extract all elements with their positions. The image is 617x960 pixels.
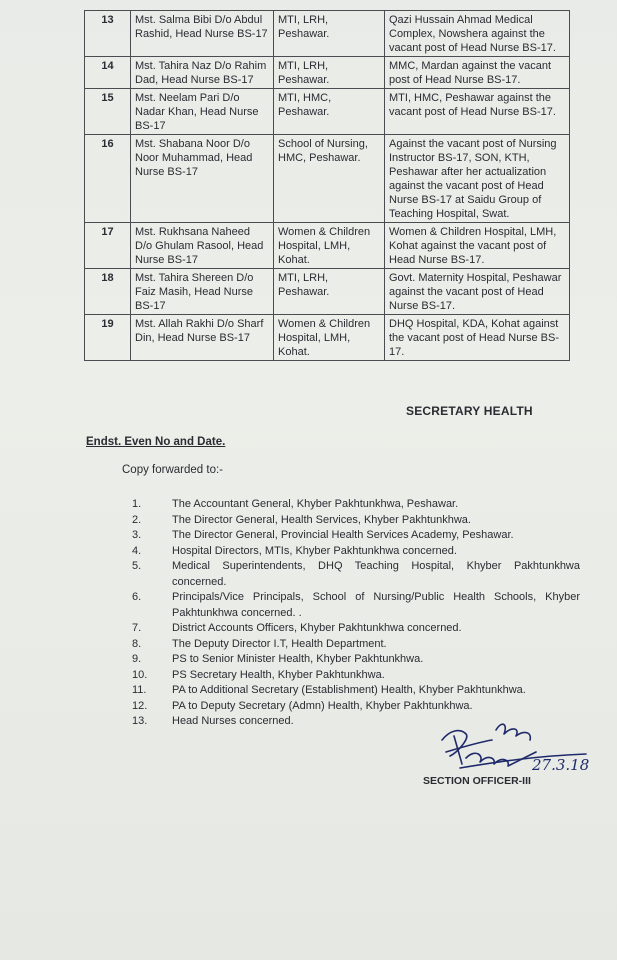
recipient-item	[132, 683, 580, 699]
posted-to-cell: Qazi Hussain Ahmad Medical Complex, Nowshera against the vacant post of Head Nurse BS-17.	[385, 11, 570, 57]
serial-number-cell: 15	[85, 89, 131, 135]
copy-forwarded-label: Copy forwarded to:-	[122, 464, 223, 476]
nurse-name-cell: Mst. Tahira Shereen D/o Faiz Masih, Head Nurse BS-17	[131, 269, 274, 315]
recipient-item	[132, 637, 580, 653]
recipient-item	[132, 513, 580, 529]
posted-to-cell: DHQ Hospital, KDA, Kohat against the vacant post of Head Nurse BS-17.	[385, 315, 570, 361]
recipient-number: 3.	[132, 529, 142, 541]
table-row	[85, 11, 570, 57]
nurse-name-cell: Mst. Neelam Pari D/o Nadar Khan, Head Nurse BS-17	[131, 89, 274, 135]
recipient-text: The Accountant General, Khyber Pakhtunkhwa, Peshawar.	[172, 498, 459, 510]
recipient-number: 2.	[132, 513, 142, 526]
recipient-item	[132, 652, 580, 668]
postings-table-body	[85, 11, 570, 361]
recipient-text: PA to Additional Secretary (Establishment) Health, Khyber Pakhtunkhwa.	[172, 684, 526, 696]
recipient-item	[132, 544, 580, 560]
recipient-item	[132, 528, 580, 544]
nurse-name-cell: Mst. Salma Bibi D/o Abdul Rashid, Head Nurse BS-17	[131, 11, 274, 57]
from-location-cell: Women & Children Hospital, LMH, Kohat.	[274, 223, 385, 269]
from-location-cell: MTI, HMC, Peshawar.	[274, 89, 385, 135]
recipient-text: Head Nurses concerned.	[172, 715, 294, 727]
recipients-list	[132, 497, 580, 730]
from-location-cell: MTI, LRH, Peshawar.	[274, 11, 385, 57]
recipient-number: 10.	[132, 668, 148, 681]
recipient-item	[132, 497, 580, 513]
recipient-number: 13.	[132, 715, 148, 727]
table-row	[85, 315, 570, 361]
serial-number-cell: 14	[85, 57, 131, 89]
recipient-text: Medical Superintendents, DHQ Teaching Hospital, Khyber Pakhtunkhwa concerned.	[172, 560, 580, 588]
postings-table	[84, 10, 570, 361]
from-location-cell: MTI, LRH, Peshawar.	[274, 269, 385, 315]
serial-number-cell: 16	[85, 135, 131, 223]
recipient-text: PS Secretary Health, Khyber Pakhtunkhwa.	[172, 668, 385, 681]
nurse-name-cell: Mst. Rukhsana Naheed D/o Ghulam Rasool, Head Nurse BS-17	[131, 223, 274, 269]
posted-to-cell: Govt. Maternity Hospital, Peshawar against the vacant post of Head Nurse BS-17.	[385, 269, 570, 315]
table-row	[85, 135, 570, 223]
serial-number-cell: 17	[85, 223, 131, 269]
secretary-health-signatory: SECRETARY HEALTH	[406, 404, 533, 418]
posted-to-cell: MTI, HMC, Peshawar against the vacant post of Head Nurse BS-17.	[385, 89, 570, 135]
from-location-cell: School of Nursing, HMC, Peshawar.	[274, 135, 385, 223]
nurse-name-cell: Mst. Tahira Naz D/o Rahim Dad, Head Nurse BS-17	[131, 57, 274, 89]
endorsement-heading: Endst. Even No and Date.	[86, 436, 226, 448]
recipient-item	[132, 621, 580, 637]
from-location-cell: MTI, LRH, Peshawar.	[274, 57, 385, 89]
table-row	[85, 269, 570, 315]
recipient-number: 9.	[132, 653, 142, 665]
posted-to-cell: MMC, Mardan against the vacant post of Head Nurse BS-17.	[385, 57, 570, 89]
recipient-text: Hospital Directors, MTIs, Khyber Pakhtunkhwa concerned.	[172, 544, 457, 557]
recipient-text: The Deputy Director I.T, Health Department.	[172, 637, 387, 650]
table-row	[85, 89, 570, 135]
nurse-name-cell: Mst. Allah Rakhi D/o Sharf Din, Head Nurse BS-17	[131, 315, 274, 361]
serial-number-cell: 13	[85, 11, 131, 57]
recipient-number: 5.	[132, 560, 142, 572]
posted-to-cell: Women & Children Hospital, LMH, Kohat against the vacant post of Head Nurse BS-17.	[385, 223, 570, 269]
serial-number-cell: 19	[85, 315, 131, 361]
recipient-number: 6.	[132, 591, 142, 603]
signature-date: 27.3.18	[532, 756, 590, 774]
recipient-number: 1.	[132, 498, 142, 510]
recipient-number: 4.	[132, 544, 142, 557]
recipient-text: PA to Deputy Secretary (Admn) Health, Khyber Pakhtunkhwa.	[172, 699, 473, 712]
recipient-text: Principals/Vice Principals, School of Nursing/Public Health Schools, Khyber Pakhtunkhwa concerned. .	[172, 591, 580, 619]
recipient-text: PS to Senior Minister Health, Khyber Pakhtunkhwa.	[172, 653, 424, 665]
from-location-cell: Women & Children Hospital, LMH, Kohat.	[274, 315, 385, 361]
serial-number-cell: 18	[85, 269, 131, 315]
recipient-number: 11.	[132, 684, 147, 696]
recipient-item	[132, 668, 580, 684]
recipient-text: The Director General, Provincial Health Services Academy, Peshawar.	[172, 529, 514, 541]
recipient-item	[132, 559, 580, 590]
section-officer-title: SECTION OFFICER-III	[423, 775, 531, 787]
table-row	[85, 57, 570, 89]
recipient-number: 8.	[132, 637, 142, 650]
recipient-text: District Accounts Officers, Khyber Pakhtunkhwa concerned.	[172, 622, 462, 634]
handwritten-signature	[436, 712, 596, 782]
table-row	[85, 223, 570, 269]
recipient-item	[132, 590, 580, 621]
posted-to-cell: Against the vacant post of Nursing Instructor BS-17, SON, KTH, Peshawar after her actualization against the vacant post of Head Nurse BS-17 at Saidu Group of Teaching Hospital, Swat.	[385, 135, 570, 223]
recipient-number: 12.	[132, 699, 148, 712]
recipient-text: The Director General, Health Services, Khyber Pakhtunkhwa.	[172, 513, 471, 526]
recipient-number: 7.	[132, 622, 142, 634]
nurse-name-cell: Mst. Shabana Noor D/o Noor Muhammad, Head Nurse BS-17	[131, 135, 274, 223]
